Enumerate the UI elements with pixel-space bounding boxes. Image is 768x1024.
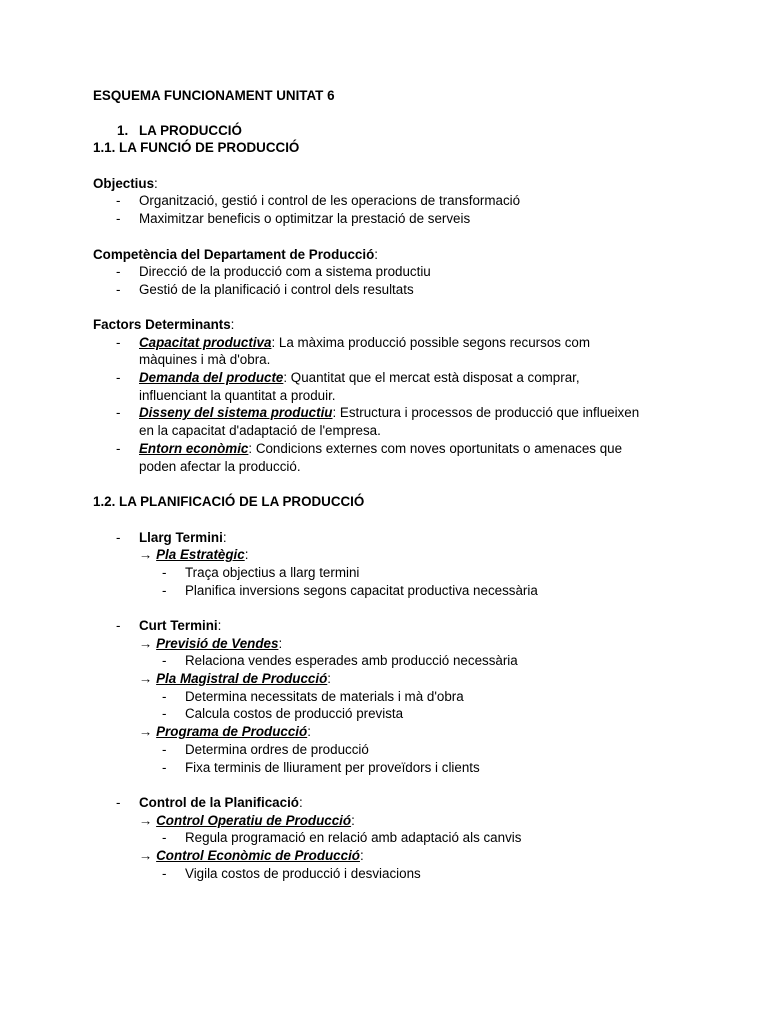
bullet-dash: - (116, 335, 121, 350)
plan-item: Regula programació en relació amb adaptació als canvis (185, 830, 522, 845)
bullet-dash: - (116, 282, 121, 297)
bullet-dash: - (116, 211, 121, 226)
control-economic-heading: → Control Econòmic de Producció: (139, 848, 364, 863)
arrow-icon: → (139, 813, 153, 828)
bullet-dash: - (162, 706, 167, 721)
section-1-title: LA PRODUCCIÓ (139, 123, 242, 138)
factors-heading: Factors Determinants: (93, 317, 235, 332)
pla-estrategic-heading: → Pla Estratègic: (139, 547, 249, 562)
objectius-heading: Objectius: (93, 176, 158, 191)
bullet-dash: - (162, 583, 167, 598)
factor-item: Demanda del producte: Quantitat que el mercat està disposat a comprar, (139, 370, 580, 385)
bullet-dash: - (162, 653, 167, 668)
arrow-icon: → (139, 547, 153, 562)
document-title: ESQUEMA FUNCIONAMENT UNITAT 6 (93, 88, 335, 103)
pla-magistral-heading: → Pla Magistral de Producció: (139, 671, 332, 686)
plan-item: Relaciona vendes esperades amb producció necessària (185, 653, 518, 668)
bullet-dash: - (162, 565, 167, 580)
subsection-1-1-title: 1.1. LA FUNCIÓ DE PRODUCCIÓ (93, 140, 300, 155)
bullet-dash: - (116, 405, 121, 420)
competencia-heading: Competència del Departament de Producció: (93, 247, 379, 262)
bullet-dash: - (162, 689, 167, 704)
control-planificacio-heading: Control de la Planificació: (139, 795, 303, 810)
factor-term: Disseny del sistema productiu (139, 405, 333, 420)
factor-item: Disseny del sistema productiu: Estructura i processos de producció que influeixen (139, 405, 640, 420)
bullet-dash: - (162, 742, 167, 757)
bullet-dash: - (116, 618, 121, 633)
plan-item: Traça objectius a llarg termini (185, 565, 360, 580)
factor-item: Entorn econòmic: Condicions externes com noves oportunitats o amenaces que (139, 441, 623, 456)
competencia-item: Gestió de la planificació i control dels resultats (139, 282, 414, 297)
arrow-icon: → (139, 636, 153, 651)
control-operatiu-heading: → Control Operatiu de Producció: (139, 813, 355, 828)
factor-item-continuation: poden afectar la producció. (139, 459, 301, 474)
plan-item: Vigila costos de producció i desviacions (185, 866, 421, 881)
plan-item: Calcula costos de producció prevista (185, 706, 404, 721)
plan-item: Planifica inversions segons capacitat productiva necessària (185, 583, 538, 598)
bullet-dash: - (116, 193, 121, 208)
factor-item-continuation: màquines i mà d'obra. (139, 352, 271, 367)
arrow-icon: → (139, 848, 153, 863)
arrow-icon: → (139, 671, 153, 686)
factor-item: Capacitat productiva: La màxima producció possible segons recursos com (139, 335, 590, 350)
plan-item: Determina ordres de producció (185, 742, 369, 757)
bullet-dash: - (162, 866, 167, 881)
section-1-number: 1. (117, 123, 129, 138)
bullet-dash: - (116, 795, 121, 810)
subsection-1-2-title: 1.2. LA PLANIFICACIÓ DE LA PRODUCCIÓ (93, 494, 365, 509)
competencia-item: Direcció de la producció com a sistema productiu (139, 264, 431, 279)
bullet-dash: - (116, 441, 121, 456)
factor-item-continuation: en la capacitat d'adaptació de l'empresa. (139, 423, 381, 438)
factor-term: Capacitat productiva (139, 335, 272, 350)
bullet-dash: - (162, 760, 167, 775)
factor-item-continuation: influenciant la quantitat a produir. (139, 388, 336, 403)
factor-term: Demanda del producte (139, 370, 284, 385)
bullet-dash: - (116, 530, 121, 545)
arrow-icon: → (139, 724, 153, 739)
objectius-item: Maximitzar beneficis o optimitzar la prestació de serveis (139, 211, 471, 226)
previsio-vendes-heading: → Previsió de Vendes: (139, 636, 283, 651)
plan-item: Fixa terminis de lliurament per proveïdors i clients (185, 760, 480, 775)
bullet-dash: - (116, 264, 121, 279)
plan-item: Determina necessitats de materials i mà d'obra (185, 689, 464, 704)
factor-term: Entorn econòmic (139, 441, 249, 456)
curt-termini-heading: Curt Termini: (139, 618, 222, 633)
objectius-item: Organització, gestió i control de les operacions de transformació (139, 193, 521, 208)
bullet-dash: - (162, 830, 167, 845)
programa-produccio-heading: → Programa de Producció: (139, 724, 311, 739)
bullet-dash: - (116, 370, 121, 385)
llarg-termini-heading: Llarg Termini: (139, 530, 227, 545)
